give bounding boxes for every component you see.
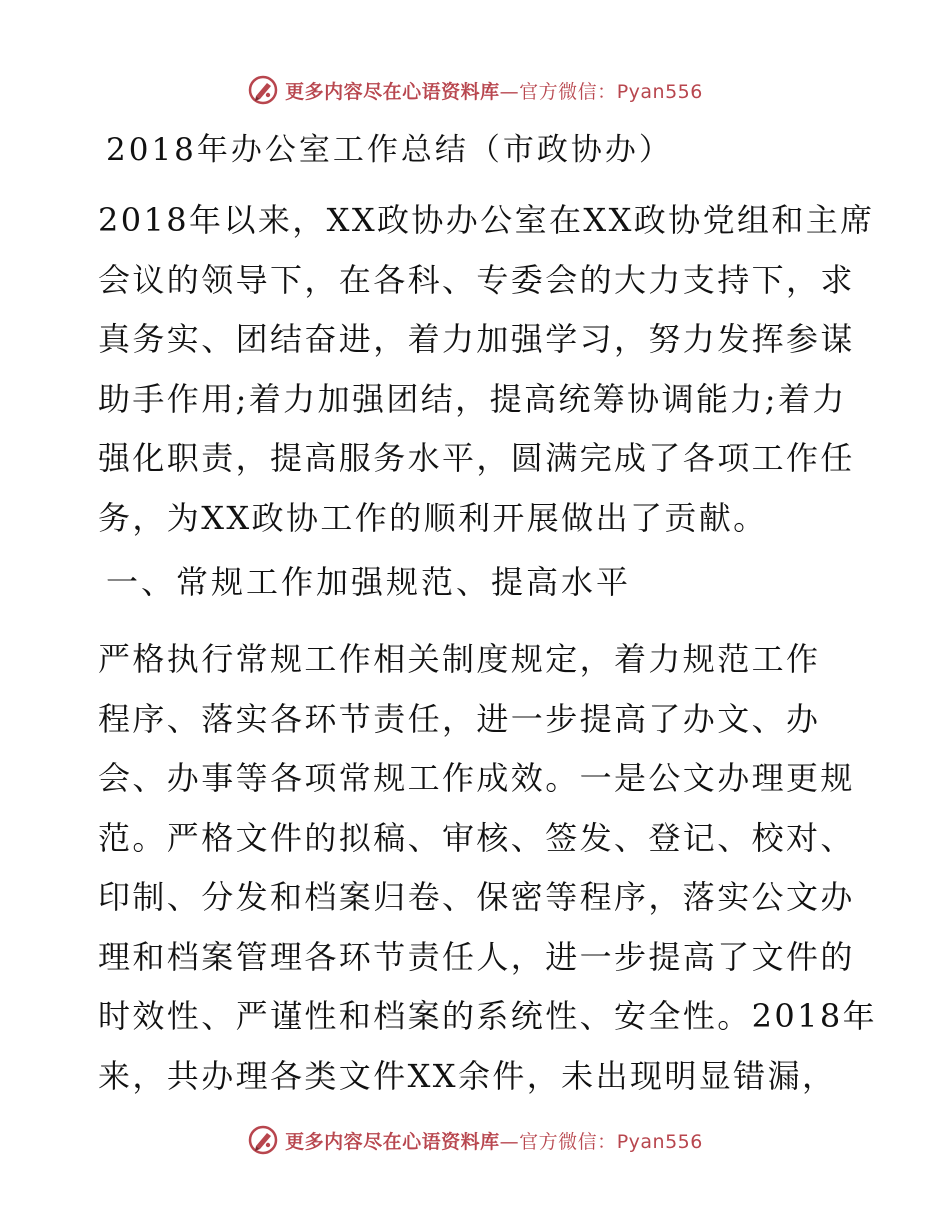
footer-banner <box>0 1120 950 1160</box>
text-line: 严格执行常规工作相关制度规定，着力规范工作 <box>98 640 821 678</box>
text-line: 范。严格文件的拟稿、审核、签发、登记、校对、 <box>98 818 855 857</box>
banner-wechat-id: Pyan556 <box>616 80 703 103</box>
paragraph-intro <box>98 191 875 548</box>
banner-dash: — <box>499 1130 520 1153</box>
banner-text <box>285 1127 703 1154</box>
pen-logo-icon <box>247 1124 279 1156</box>
text-line: 务，为XX政协工作的顺利开展做出了贡献。 <box>98 498 768 537</box>
banner-main-text: 更多内容尽在心语资料库 <box>285 80 500 103</box>
banner-wechat-id: Pyan556 <box>616 1130 703 1153</box>
text-line: 真务实、团结奋进，着力加强学习，努力发挥参谋 <box>98 320 855 358</box>
text-line: 助手作用;着力加强团结，提高统筹协调能力;着力 <box>98 379 847 418</box>
banner-text <box>285 77 703 104</box>
document-title: 2018年办公室工作总结（市政协办） <box>106 132 673 168</box>
section-heading: 一、常规工作加强规范、提高水平 <box>106 563 632 601</box>
text-line: 时效性、严谨性和档案的系统性、安全性。2018年 <box>98 997 878 1035</box>
text-line: 强化职责，提高服务水平，圆满完成了各项工作任 <box>98 439 855 477</box>
header-banner <box>0 70 950 110</box>
pen-logo-icon <box>247 74 279 106</box>
text-line: 理和档案管理各环节责任人，进一步提高了文件的 <box>98 937 855 976</box>
text-line: 2018年以来，XX政协办公室在XX政协党组和主席 <box>98 201 875 239</box>
banner-official-label: 官方微信： <box>519 80 617 103</box>
banner-dash: — <box>499 80 520 103</box>
banner-main-text: 更多内容尽在心语资料库 <box>285 1130 500 1153</box>
paragraph-routine-work <box>98 630 878 1106</box>
text-line: 来，共办理各类文件XX余件，未出现明显错漏， <box>98 1056 837 1095</box>
text-line: 会议的领导下，在各科、专委会的大力支持下，求 <box>98 260 855 299</box>
banner-official-label: 官方微信： <box>519 1130 617 1153</box>
text-line: 程序、落实各环节责任，进一步提高了办文、办 <box>98 699 821 738</box>
text-line: 印制、分发和档案归卷、保密等程序，落实公文办 <box>98 878 855 916</box>
text-line: 会、办事等各项常规工作成效。一是公文办理更规 <box>98 759 855 797</box>
